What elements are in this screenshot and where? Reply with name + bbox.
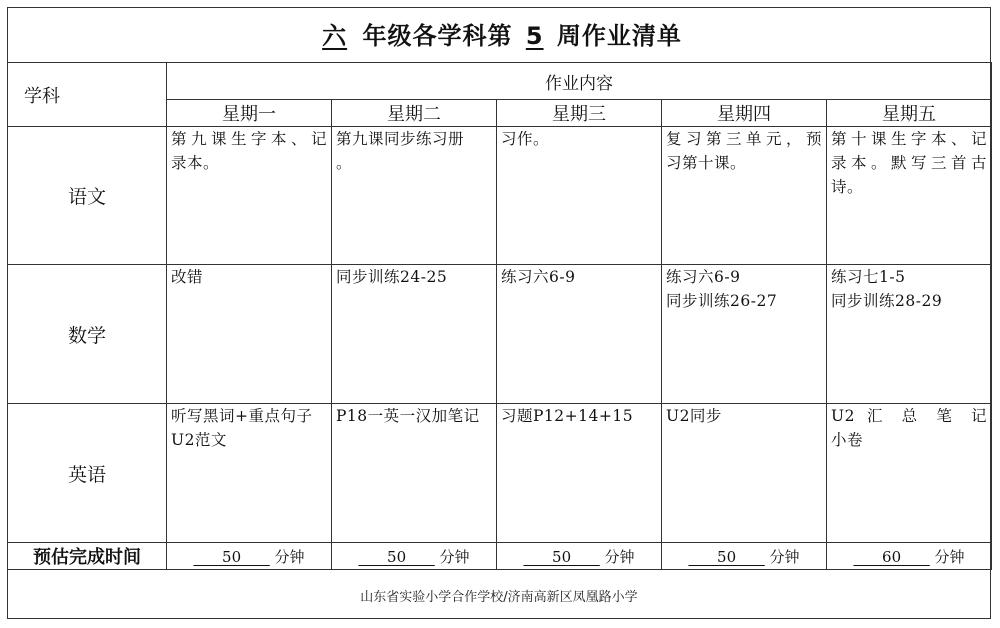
cell-line: 录本。 [171,154,220,172]
day-header: 星期五 [827,100,992,127]
time-cell [167,543,332,570]
cell-line: 习题P12+14+15 [501,407,634,425]
cell-line: 练习六6-9 [666,268,741,286]
subject-name: 英语 [8,404,167,543]
homework-cell [332,404,497,543]
time-row [8,543,992,570]
day-header: 星期三 [497,100,662,127]
homework-cell [662,127,827,265]
table-row [8,404,992,543]
cell-line: 改错 [171,268,204,286]
cell-line: U2范文 [171,431,227,449]
time-unit: 分钟 [769,547,800,566]
cell-line: 录本。默写三首古 [831,154,988,172]
subject-header: 学科 [8,63,167,127]
time-unit: 分钟 [274,547,305,566]
cell-line: 小卷 [831,431,864,449]
cell-line: 同步训练26-27 [666,292,778,310]
grade-value: 六 [322,22,348,50]
title-middle: 年级各学科第 [362,22,513,50]
title-suffix: 周作业清单 [556,22,682,50]
week-value: 5 [525,22,544,50]
subject-name: 语文 [8,127,167,265]
homework-cell [167,127,332,265]
time-value: 50 [523,547,600,566]
time-cell [332,543,497,570]
homework-cell [662,404,827,543]
cell-line: 第十课生字本、记 [831,130,988,148]
cell-line: 同步训练24-25 [336,268,448,286]
day-header: 星期一 [167,100,332,127]
cell-line: 练习七1-5 [831,268,906,286]
time-value: 50 [193,547,270,566]
homework-cell [332,127,497,265]
time-unit: 分钟 [934,547,965,566]
homework-cell [167,265,332,404]
cell-line: 复习第三单元，预 [666,130,822,148]
table-row [8,265,992,404]
cell-line: P18一英一汉加笔记 [336,407,480,425]
cell-line: 习作。 [501,130,550,148]
homework-cell [662,265,827,404]
homework-cell [827,265,992,404]
time-value: 50 [688,547,765,566]
homework-table [7,62,992,570]
cell-line: 。 [336,154,353,172]
table-row [8,127,992,265]
time-unit: 分钟 [439,547,470,566]
cell-line: 练习六6-9 [501,268,576,286]
day-header: 星期四 [662,100,827,127]
time-cell [662,543,827,570]
cell-line: 第九课生字本、记 [171,130,327,148]
time-value: 60 [853,547,930,566]
time-label: 预估完成时间 [8,543,167,570]
cell-line: 同步训练28-29 [831,292,943,310]
day-header: 星期二 [332,100,497,127]
homework-cell [827,404,992,543]
homework-cell [497,404,662,543]
cell-line: 第九课同步练习册 [336,130,465,148]
subject-name: 数学 [8,265,167,404]
content-header: 作业内容 [167,63,992,100]
cell-line: 听写黑词+重点句子 [171,407,313,425]
school-footer: 山东省实验小学合作学校/济南高新区凤凰路小学 [360,590,638,605]
cell-line: 诗。 [831,178,864,196]
homework-cell [497,265,662,404]
homework-cell [497,127,662,265]
time-value: 50 [358,547,435,566]
homework-cell [827,127,992,265]
cell-line: U2同步 [666,407,722,425]
time-unit: 分钟 [604,547,635,566]
cell-line: 习第十课。 [666,154,747,172]
time-cell [497,543,662,570]
time-cell [827,543,992,570]
page-title [7,16,991,51]
homework-cell [167,404,332,543]
cell-line: U2 汇 总 笔 记 [831,407,988,425]
homework-cell [332,265,497,404]
